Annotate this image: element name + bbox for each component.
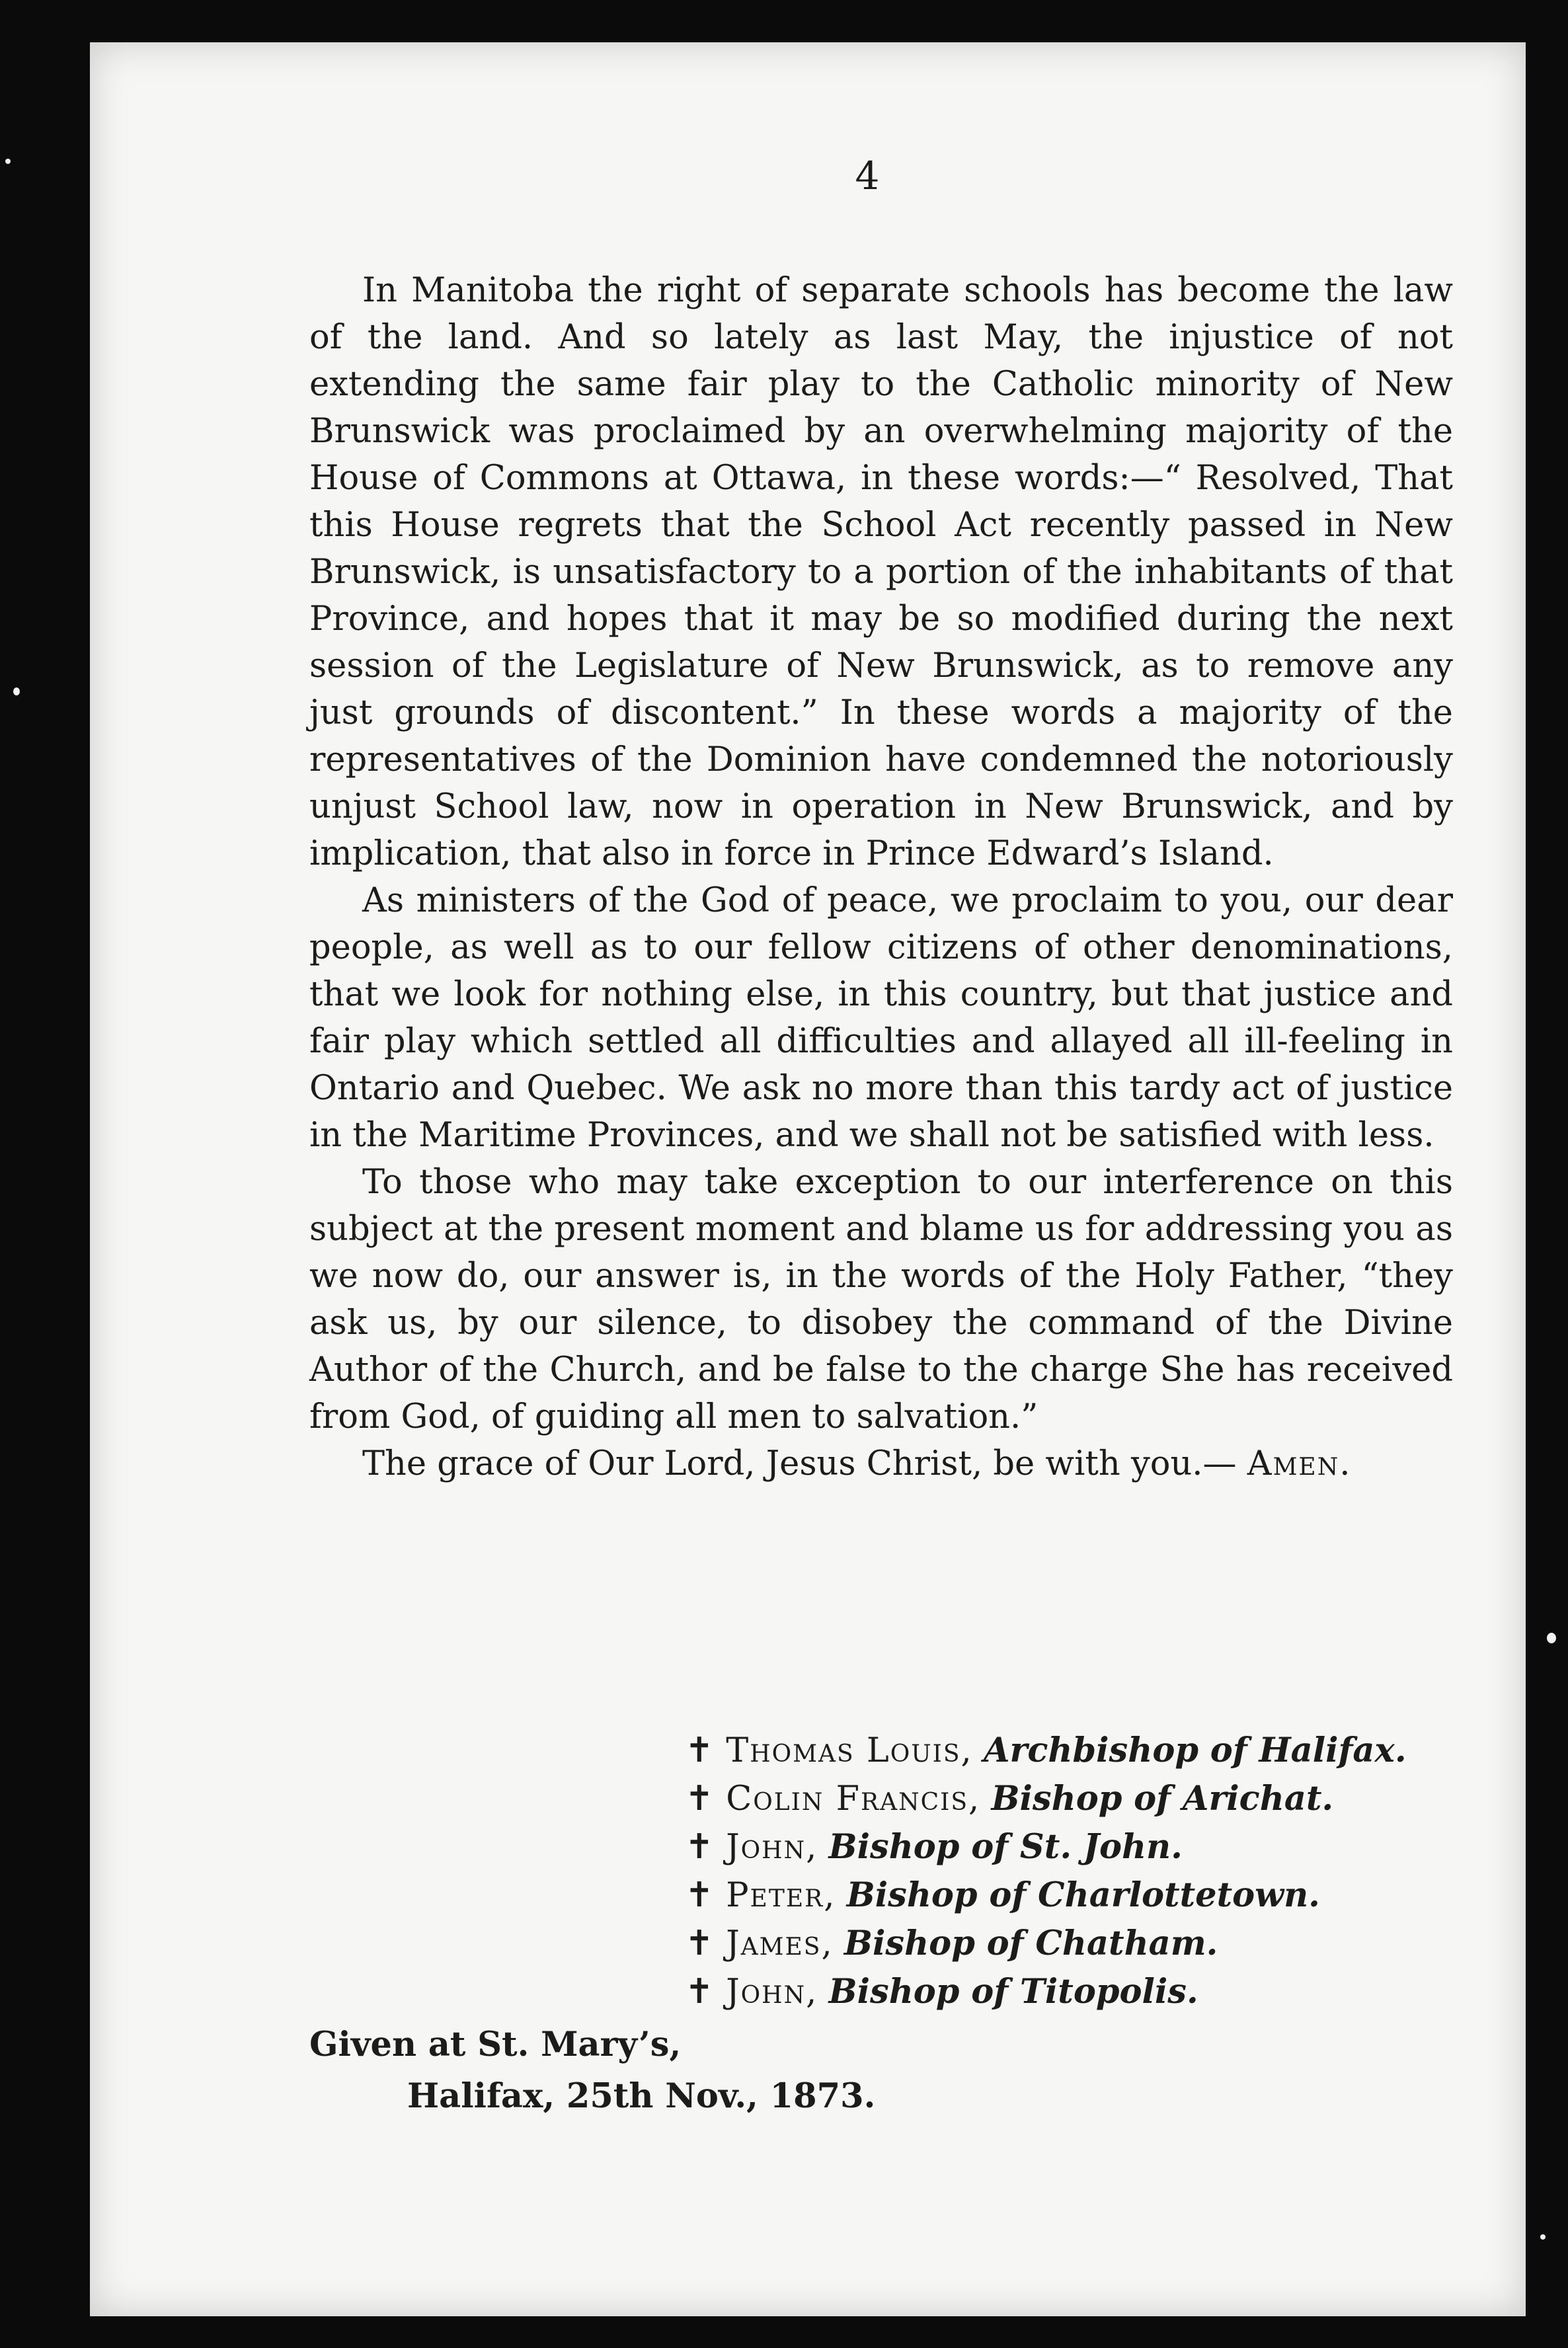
signatory-title: Bishop of St. John.: [828, 1827, 1183, 1867]
signatory: [685, 1871, 1407, 1920]
cross-icon: ✝: [685, 1875, 714, 1915]
dateline-place: Given at St. Mary’s,: [309, 2025, 682, 2064]
cross-icon: ✝: [685, 1827, 714, 1867]
signatory-title: Bishop of Charlottetown.: [846, 1875, 1320, 1915]
signatory-title: Bishop of Titopolis.: [828, 1972, 1198, 2012]
document-page: [90, 42, 1526, 2316]
letter-body: [309, 267, 1453, 1487]
signatory: [685, 1775, 1407, 1823]
signatory-name: John,: [726, 1828, 818, 1867]
scan-speck: [5, 159, 11, 164]
signatory-name: John,: [726, 1973, 818, 2012]
paragraph-interference: To those who may take exception to our interference on this subject at the present moment and blame us for addressing you as we now do, our answer is, in the words of the Holy Father, “they ask us, by our silence, to disobey the command of the Divine Author of the Church, and be false to the charge She has received from God, of guiding all men to salvation.”: [309, 1163, 1453, 1436]
signatory-name: James,: [726, 1924, 834, 1963]
page-number: 4: [855, 153, 880, 198]
signatory: [685, 1968, 1407, 2016]
cross-icon: ✝: [685, 1924, 714, 1963]
dateline: [309, 2019, 875, 2122]
signatory-name: Colin Francis,: [726, 1780, 981, 1819]
cross-icon: ✝: [685, 1779, 714, 1819]
cross-icon: ✝: [685, 1731, 714, 1770]
dateline-date: Halifax, 25th Nov., 1873.: [407, 2076, 876, 2116]
signatory-title: Bishop of Arichat.: [991, 1779, 1334, 1819]
amen-text: Amen.: [1247, 1444, 1352, 1483]
signatory: [685, 1823, 1407, 1871]
signatory-name: Thomas Louis,: [726, 1731, 973, 1770]
signatory: [685, 1920, 1407, 1968]
signatory-title: Archbishop of Halifax.: [983, 1731, 1407, 1770]
signatory-title: Bishop of Chatham.: [843, 1924, 1218, 1963]
signatory-name: Peter,: [726, 1876, 836, 1915]
scan-speck: [1540, 2234, 1546, 2240]
signatories-block: [685, 1727, 1407, 2016]
closing-text: The grace of Our Lord, Jesus Christ, be with you.—: [362, 1444, 1237, 1483]
paragraph-manitoba: In Manitoba the right of separate schools has become the law of the land. And so lately as last May, the injustice of not extending the same fair play to the Catholic minority of New Brunswick was proclaimed by an overwhelming majority of the House of Commons at Ottawa, in these words:—“ Resolved, That this House regrets that the School Act recently passed in New Brunswick, is unsatisfactory to a portion of the inhabitants of that Province, and hopes that it may be so modified during the next session of the Legislature of New Brunswick, as to remove any just grounds of discontent.” In these words a majority of the representatives of the Dominion have condemned the notoriously unjust School law, now in operation in New Brunswick, and by implication, that also in force in Prince Edward’s Island.: [309, 271, 1453, 873]
closing-blessing: [309, 1440, 1453, 1487]
scan-speck: [1547, 1633, 1556, 1643]
cross-icon: ✝: [685, 1972, 714, 2012]
scan-speck: [13, 687, 20, 695]
paragraph-ministers: As ministers of the God of peace, we proclaim to you, our dear people, as well as to our fellow citizens of other denominations, that we look for nothing else, in this country, but that justice and fair play which settled all difficulties and allayed all ill-feeling in Ontario and Quebec. We ask no more than this tardy act of justice in the Maritime Provinces, and we shall not be satisfied with less.: [309, 881, 1453, 1155]
signatory: [685, 1727, 1407, 1775]
